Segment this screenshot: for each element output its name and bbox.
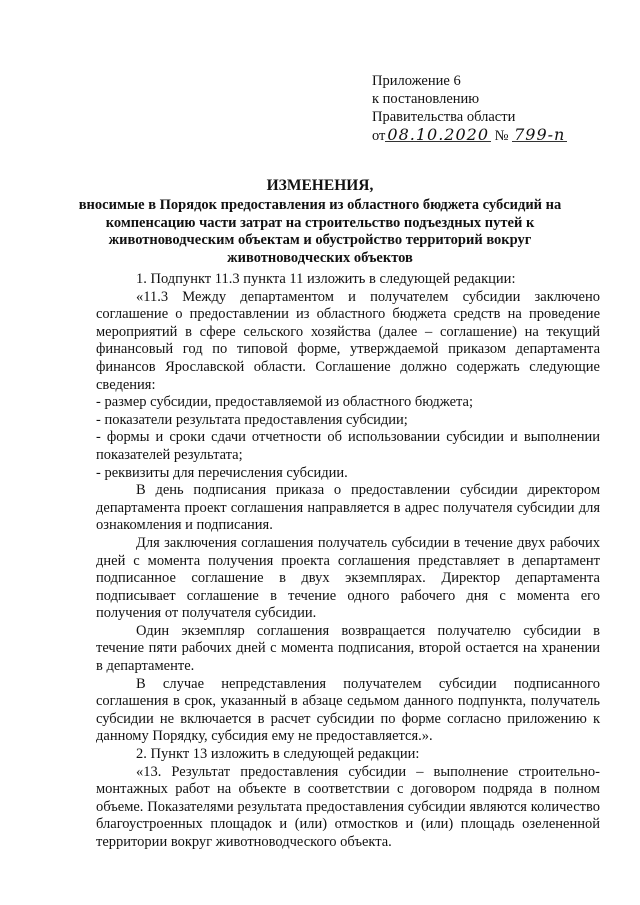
appendix-block — [372, 72, 567, 145]
paragraph-item-2: 2. Пункт 13 изложить в следующей редакции: — [136, 746, 420, 763]
document-subtitle: вносимые в Порядок предоставления из областного бюджета субсидий на компенсацию части затрат на строительство подъездных путей к животноводческим объектам и обустройство территорий вокруг животноводческих объектов — [78, 197, 562, 266]
document-title: ИЗМЕНЕНИЯ, — [266, 177, 374, 194]
list-item-subsidy-size: - размер субсидии, предоставляемой из областного бюджета; — [96, 394, 473, 411]
paragraph-item-13: «13. Результат предоставления субсидии – выполнение строительно-монтажных работ на объекте в соответствии с договором подряда в полном объеме. Показателями результата предоставления субсидии являются количество благоустроенных площадок и (или) отмостков и (или) площадь озелененной территории вокруг животноводческого объекта. — [96, 763, 600, 850]
list-item-requisites: - реквизиты для перечисления субсидии. — [96, 464, 348, 481]
document-body — [96, 271, 600, 852]
appendix-decree-line — [372, 126, 567, 145]
paragraph-conclusion: Для заключения соглашения получатель субсидии в течение двух рабочих дней с момента получения проекта соглашения представляет в департамент подписанное соглашение в двух экземплярах. Директор департамента подписывает соглашение в течение одного рабочего дня с момента его получения от получателя субсидии. — [96, 534, 600, 622]
paragraph-item-1: 1. Подпункт 11.3 пункта 11 изложить в следующей редакции: — [136, 271, 516, 287]
appendix-label: Приложение 6 — [372, 73, 461, 89]
decree-number: 799-п — [514, 125, 566, 144]
list-item-reporting: - формы и сроки сдачи отчетности об использовании субсидии и выполнении показателей результата; — [96, 429, 600, 463]
decree-date: 08.10.2020 — [387, 125, 490, 144]
paragraph-item-11-3: «11.3 Между департаментом и получателем субсидии заключено соглашение о предоставлении из областного бюджета средств на проведение мероприятий в сфере сельского хозяйства (далее – соглашение) на текущий финансовый год по типовой форме, утверждаемой приказом департамента финансов Ярославской области. Соглашение должно содержать следующие сведения: — [96, 288, 600, 393]
number-sign: № — [494, 128, 509, 144]
paragraph-copy-return: Один экземпляр соглашения возвращается получателю субсидии в течение пяти рабочих дней с момента подписания, второй остается на хранении в департаменте. — [96, 622, 600, 675]
paragraph-non-submission: В случае непредставления получателем субсидии подписанного соглашения в срок, указанный в абзаце седьмом данного подпункта, получатель субсидии не включается в расчет субсидии по форме согласно приложению к данному Порядку, субсидия ему не предоставляется.». — [96, 675, 600, 745]
appendix-authority: Правительства области — [372, 109, 516, 125]
document-heading — [70, 176, 570, 267]
date-prefix: от — [372, 128, 386, 144]
list-item-result-indicators: - показатели результата предоставления субсидии; — [96, 411, 408, 428]
appendix-ref: к постановлению — [372, 91, 480, 107]
paragraph-signing-day: В день подписания приказа о предоставлении субсидии директором департамента проект соглашения направляется в адрес получателя субсидии для ознакомления и подписания. — [96, 482, 600, 534]
